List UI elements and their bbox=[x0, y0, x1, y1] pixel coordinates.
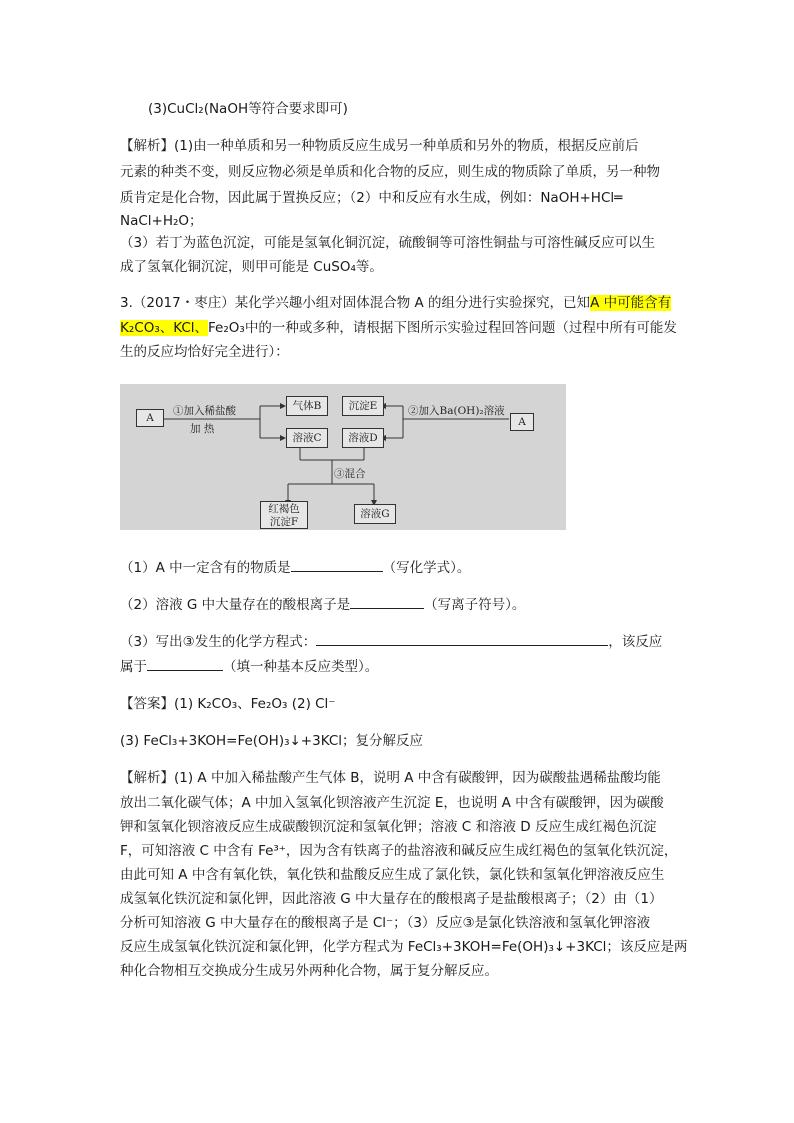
answer-blank bbox=[291, 557, 383, 572]
gas-b-box: 气体B bbox=[286, 396, 328, 416]
answer-blank bbox=[147, 656, 223, 671]
sub-question-2-text: （2）溶液 G 中大量存在的酸根离子是 bbox=[120, 597, 351, 613]
sub-question-1 bbox=[120, 557, 470, 579]
precipitate-f-line-1: 红褐色 bbox=[268, 503, 300, 515]
sub-question-3-line-2 bbox=[120, 656, 378, 678]
analysis-line-8: 反应生成氢氧化铁沉淀和氯化钾，化学方程式为 FeCl₃+3KOH=Fe(OH)₃↓+3KCl；该反应是两 bbox=[120, 939, 688, 955]
sub-question-3-text-2: ，该反应 bbox=[608, 634, 663, 650]
sub-question-3-text: （3）写出③发生的化学方程式： bbox=[120, 634, 317, 650]
analysis-line-7: 分析可知溶液 G 中大量存在的酸根离子是 Cl⁻；（3）反应③是氯化铁溶液和氢氧化钾溶液 bbox=[120, 915, 651, 931]
precipitate-e-box: 沉淀E bbox=[342, 396, 384, 416]
answer-line-1: 【答案】(1) K₂CO₃、Fe₂O₃ (2) Cl⁻ bbox=[120, 696, 336, 712]
analysis-line-6: 成氢氧化铁沉淀和氯化钾，因此溶液 G 中大量存在的酸根离子是盐酸根离子；（2）由（1） bbox=[120, 891, 663, 907]
solution-g-box: 溶液G bbox=[354, 504, 396, 524]
analysis-line-4: F，可知溶液 C 中含有 Fe³⁺，因为含有铁离子的盐溶液和碱反应生成红褐色的氢氧化铁沉淀， bbox=[120, 843, 678, 859]
analysis-line-9: 种化合物相互交换成分生成另外两种化合物，属于复分解反应。 bbox=[120, 963, 498, 979]
prev-analysis-line-5: （3）若丁为蓝色沉淀，可能是氢氧化铜沉淀，硫酸铜等可溶性铜盐与可溶性碱反应可以生 bbox=[120, 235, 656, 251]
prev-analysis-line-3: 质肯定是化合物，因此属于置换反应；（2）中和反应有水生成，例如：NaOH+HCl═ bbox=[120, 190, 623, 206]
sub-question-3-line-1 bbox=[120, 631, 662, 653]
prev-analysis-line-4: NaCl+H₂O； bbox=[120, 213, 203, 229]
question-3-line-2 bbox=[120, 317, 677, 339]
sub-question-2 bbox=[120, 594, 525, 616]
red-brown-precipitate-f-box bbox=[260, 501, 308, 529]
sample-a-left-box: A bbox=[136, 409, 164, 427]
prev-analysis-line-6: 成了氢氧化铜沉淀，则甲可能是 CuSO₄等。 bbox=[120, 259, 383, 275]
step-2-label: ②加入Ba(OH)₂溶液 bbox=[408, 405, 505, 417]
step-1-label: ①加入稀盐酸 bbox=[173, 405, 236, 417]
prev-analysis-line-2: 元素的种类不变，则反应物必须是单质和化合物的反应，则生成的物质除了单质，另一种物 bbox=[120, 164, 660, 180]
sub-question-1-hint: （写化学式）。 bbox=[382, 560, 471, 576]
prev-answer-3: (3)CuCl₂(NaOH等符合要求即可) bbox=[148, 101, 348, 117]
sub-question-3-hint: （填一种基本反应类型）。 bbox=[223, 659, 379, 675]
answer-line-2: (3) FeCl₃+3KOH=Fe(OH)₃↓+3KCl；复分解反应 bbox=[120, 733, 423, 749]
sub-question-2-hint: （写离子符号）。 bbox=[424, 597, 526, 613]
sub-question-3-text-3: 属于 bbox=[120, 659, 147, 675]
question-3-text: 3.（2017・枣庄）某化学兴趣小组对固体混合物 A 的组分进行实验探究，已知 bbox=[120, 295, 591, 311]
solution-d-box: 溶液D bbox=[342, 428, 384, 448]
analysis-line-3: 钾和氢氧化钡溶液反应生成碳酸钡沉淀和氢氧化钾；溶液 C 和溶液 D 反应生成红褐色沉淀 bbox=[120, 819, 657, 835]
highlighted-text: A 中可能含有 bbox=[590, 295, 672, 311]
step-3-label: ③混合 bbox=[334, 468, 366, 480]
precipitate-f-line-2: 沉淀F bbox=[269, 516, 299, 528]
answer-blank bbox=[350, 594, 424, 609]
analysis-line-1: 【解析】(1) A 中加入稀盐酸产生气体 B，说明 A 中含有碳酸钾，因为碳酸盐遇稀盐酸均能 bbox=[120, 770, 661, 786]
analysis-line-2: 放出二氧化碳气体；A 中加入氢氧化钡溶液产生沉淀 E，也说明 A 中含有碳酸钾，因为碳酸 bbox=[120, 795, 664, 811]
analysis-line-5: 由此可知 A 中含有氧化铁，氧化铁和盐酸反应生成了氯化铁，氯化铁和氢氧化钾溶液反应生 bbox=[120, 867, 665, 883]
question-3-text: Fe₂O₃中的一种或多种，请根据下图所示实验过程回答问题（过程中所有可能发 bbox=[208, 320, 677, 336]
experiment-flow-diagram bbox=[120, 384, 566, 530]
solution-c-box: 溶液C bbox=[286, 428, 328, 448]
highlighted-text: K₂CO₃、KCl、 bbox=[120, 320, 209, 336]
answer-blank bbox=[316, 631, 608, 646]
sub-question-1-text: （1）A 中一定含有的物质是 bbox=[120, 560, 291, 576]
sample-a-right-box: A bbox=[510, 413, 534, 431]
heat-label: 加 热 bbox=[190, 423, 215, 435]
question-3-line-1 bbox=[120, 292, 671, 314]
question-3-line-3: 生的反应均恰好完全进行）： bbox=[120, 344, 289, 360]
prev-analysis-line-1: 【解析】(1)由一种单质和另一种物质反应生成另一种单质和另外的物质，根据反应前后 bbox=[120, 138, 639, 154]
